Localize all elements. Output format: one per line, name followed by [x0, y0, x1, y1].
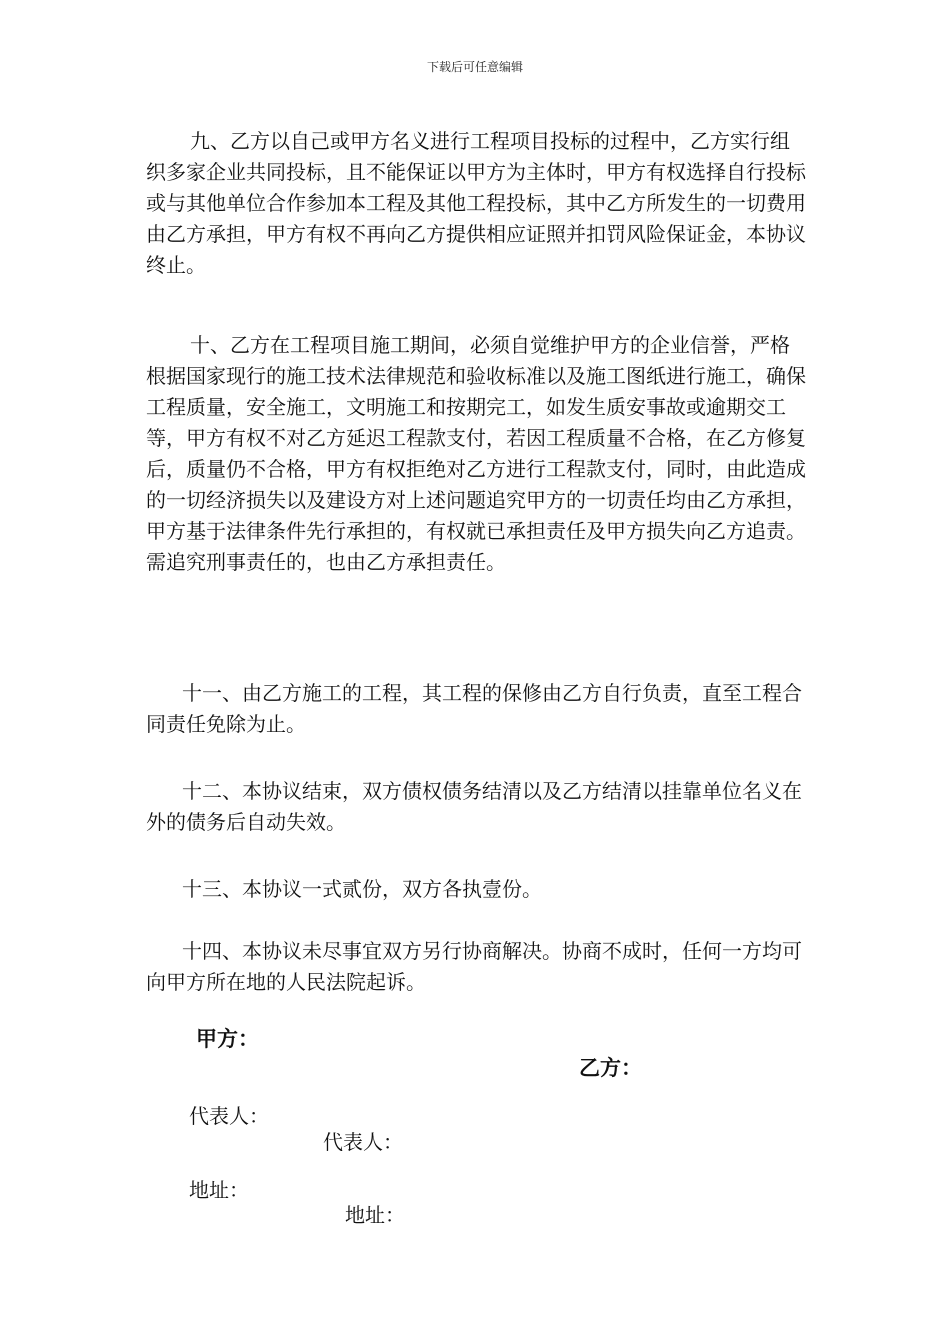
party-b-representative: 代表人：	[323, 1130, 403, 1154]
party-b-label: 乙方：	[579, 1056, 642, 1080]
party-a-label: 甲方：	[196, 1027, 259, 1051]
party-a-representative: 代表人：	[189, 1104, 269, 1128]
clause-11: 十一、由乙方施工的工程，其工程的保修由乙方自行负责，直至工程合同责任免除为止。	[146, 681, 802, 736]
page-header-note: 下载后可任意编辑	[426, 60, 523, 74]
document-body	[146, 126, 806, 1006]
clause-10: 十、乙方在工程项目施工期间，必须自觉维护甲方的企业信誉，严格根据国家现行的施工技术法律规范和验收标准以及施工图纸进行施工，确保工程质量，安全施工，文明施工和按期完工，如发生质安事故或逾期交工等，甲方有权不对乙方延迟工程款支付，若因工程质量不合格，在乙方修复后，质量仍不合格，甲方有权拒绝对乙方进行工程款支付，同时，由此造成的一切经济损失以及建设方对上述问题追究甲方的一切责任均由乙方承担，甲方基于法律条件先行承担的，有权就已承担责任及甲方损失向乙方追责。需追究刑事责任的，也由乙方承担责任。	[146, 333, 806, 574]
party-a-address: 地址：	[189, 1178, 249, 1202]
party-b-address: 地址：	[345, 1203, 405, 1227]
clause-12: 十二、本协议结束，双方债权债务结清以及乙方结清以挂靠单位名义在外的债务后自动失效。	[146, 779, 802, 834]
clause-14: 十四、本协议未尽事宜双方另行协商解决。协商不成时，任何一方均可向甲方所在地的人民法院起诉。	[146, 939, 802, 994]
clause-9: 九、乙方以自己或甲方名义进行工程项目投标的过程中，乙方实行组织多家企业共同投标，且不能保证以甲方为主体时，甲方有权选择自行投标或与其他单位合作参加本工程及其他工程投标，其中乙方所发生的一切费用由乙方承担，甲方有权不再向乙方提供相应证照并扣罚风险保证金，本协议终止。	[146, 129, 806, 277]
clause-13: 十三、本协议一式贰份，双方各执壹份。	[182, 877, 542, 901]
